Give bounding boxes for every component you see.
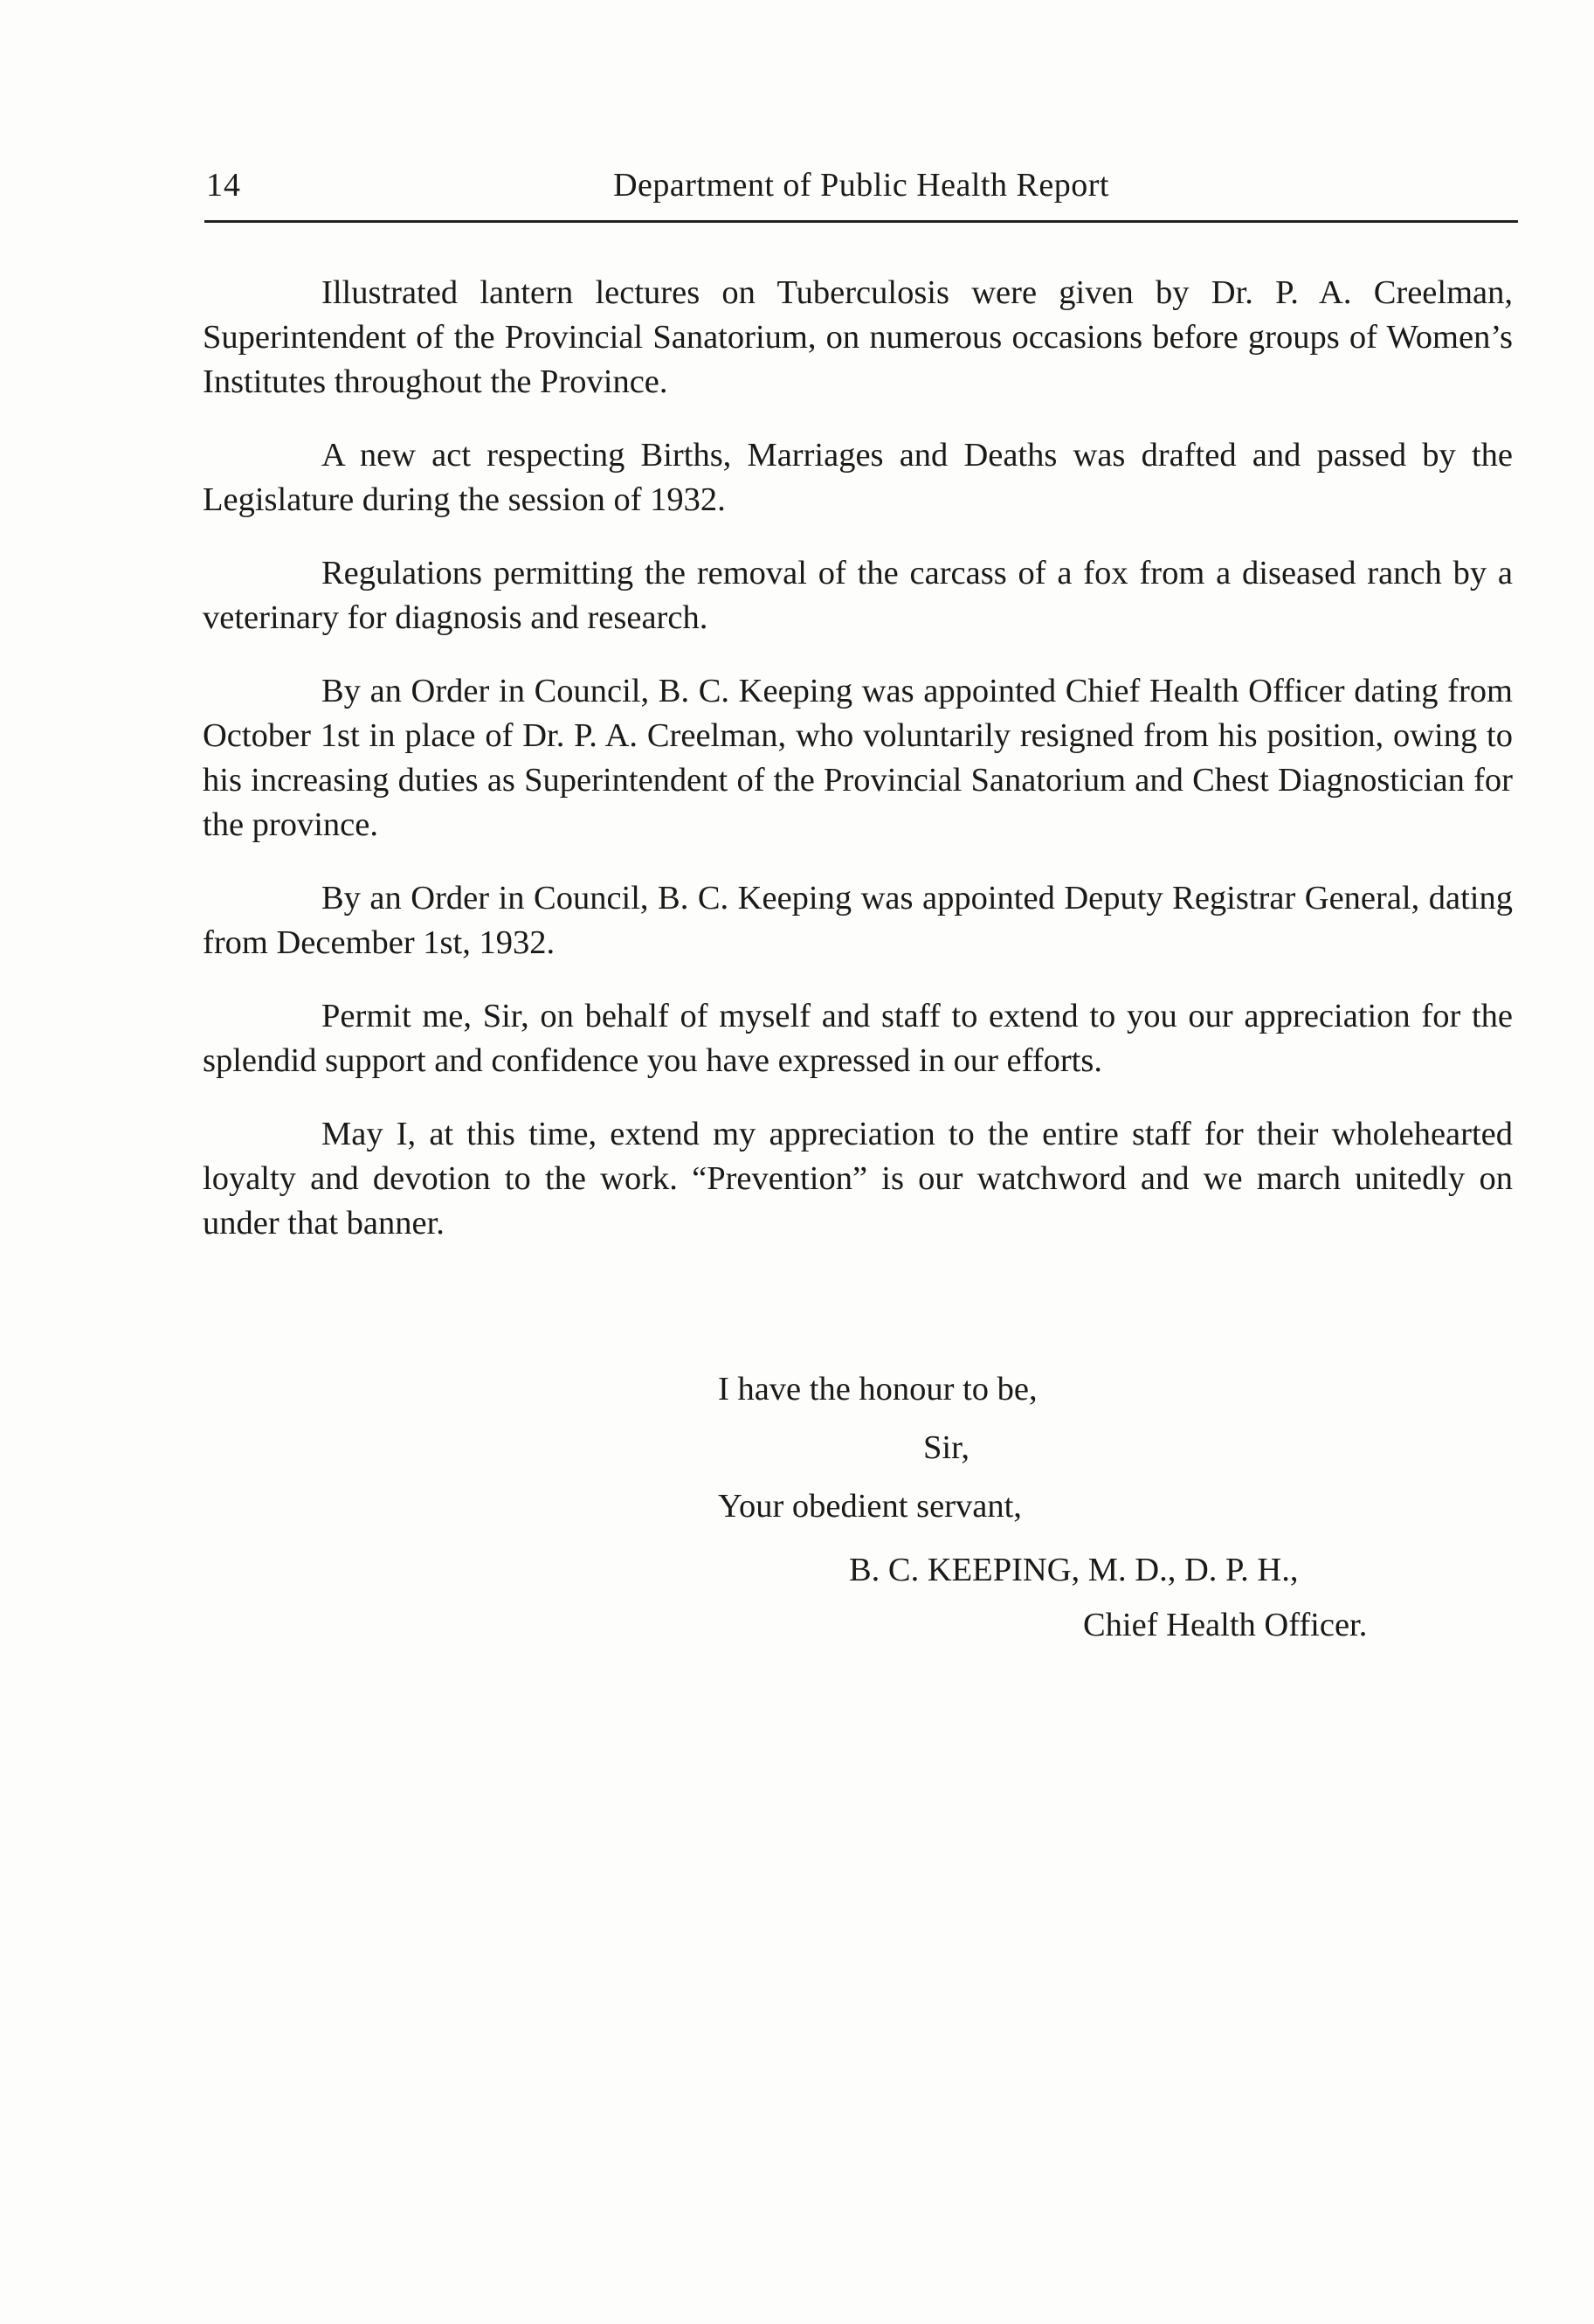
paragraph-fox-regulations: Regulations permitting the removal of the carcass of a fox from a diseased ranch by a veterinary for diagnosis and research. [203,555,1513,636]
closing-servant: Your obedient servant, [718,1488,1022,1525]
paragraph-appreciation-support: Permit me, Sir, on behalf of myself and staff to extend to you our appreciation for the splendid support and confidence you have expressed in our efforts. [203,998,1513,1079]
paragraph-births-marriages-act: A new act respecting Births, Marriages and Deaths was drafted and passed by the Legislature during the session of 1932. [203,437,1513,518]
signatory-title: Chief Health Officer. [1083,1607,1368,1643]
closing-salutation: Sir, [923,1429,970,1466]
page-header [206,166,1516,218]
closing-honour: I have the honour to be, [718,1371,1038,1408]
signatory-name: B. C. KEEPING, M. D., D. P. H., [849,1552,1299,1588]
paragraph-staff-appreciation: May I, at this time, extend my appreciation to the entire staff for their wholehearted loyalty and devotion to the work. “Prevention” is our watchword and we march unitedly on under that banner. [203,1116,1513,1242]
running-title: Department of Public Health Report [613,167,1109,204]
page-number: 14 [206,167,241,204]
paragraph-deputy-registrar-appointment: By an Order in Council, B. C. Keeping was appointed Deputy Registrar General, dating from December 1st, 1932. [203,880,1513,961]
paragraph-chief-health-officer-appointment: By an Order in Council, B. C. Keeping was appointed Chief Health Officer dating from October 1st in place of Dr. P. A. Creelman, who voluntarily resigned from his position, owing to his increasing duties as Superintendent of the Provincial Sanatorium and Chest Diagnostician for the province. [203,673,1513,843]
body-text [203,271,1513,1275]
paragraph-lantern-lectures: Illustrated lantern lectures on Tuberculosis were given by Dr. P. A. Creelman, Superintendent of the Provincial Sanatorium, on numerous occasions before groups of Women’s Institutes throughout the Province. [203,274,1513,400]
header-rule [204,220,1518,223]
